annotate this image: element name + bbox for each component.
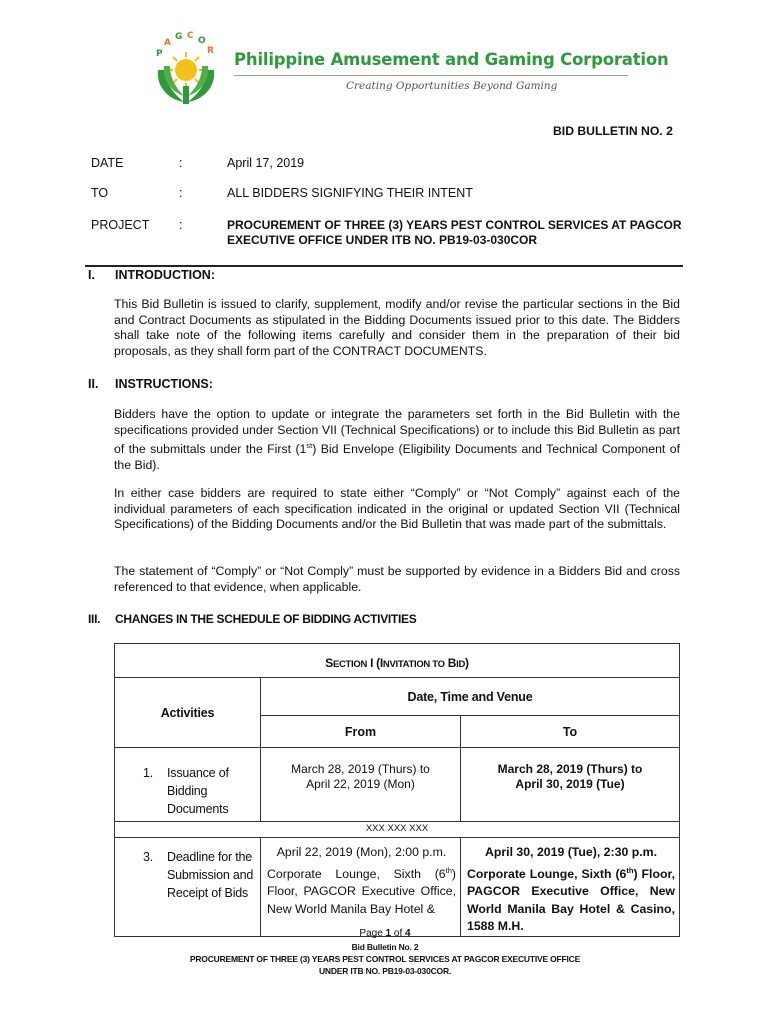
title-run: NVITATION TO (382, 659, 445, 670)
from-line: April 22, 2019 (Mon), 2:00 p.m. (276, 845, 447, 859)
section-heading-instructions (88, 377, 213, 391)
introduction-paragraph: This Bid Bulletin is issued to clarify, supplement, modify and/or revise the particular sections in the Bid and Contract Documents as stipulated in the Bidding Documents issued prior to this date. The Bidders shall take note of the following items carefully and consider them in the preparation of their bid proposals, as they shall form part of the CONTRACT DOCUMENTS. (114, 297, 680, 358)
text-run: Page (359, 928, 386, 939)
omitted-rows-marker: XXX XXX XXX (115, 822, 680, 838)
table-title-row (115, 644, 680, 678)
from-cell (261, 748, 461, 822)
title-run: ID (456, 659, 466, 670)
title-run: B (444, 656, 457, 670)
to-label: TO (91, 186, 109, 200)
section-heading-introduction (88, 268, 215, 282)
from-line: April 22, 2019 (Mon) (306, 777, 415, 791)
table-title (115, 644, 680, 678)
colon: : (179, 218, 183, 232)
text-run: Bidders have the option to update or integrate the parameters set forth in the Bid Bulletin with the specifications provided under Section VII (Technical Specifications) or to include this Bid Bulletin as part of the submittals under the First (1 (114, 407, 680, 457)
bulletin-number: BID BULLETIN NO. 2 (553, 124, 673, 138)
superscript: th (445, 865, 452, 875)
activity-name: Deadline for the Submission and Receipt of Bids (167, 850, 254, 900)
logo-letter: C (187, 31, 194, 41)
colon: : (179, 186, 183, 200)
to-cell (461, 748, 680, 822)
logo-letter: P (156, 49, 163, 59)
letterhead (150, 30, 669, 108)
activity-cell (115, 838, 261, 937)
section-title: INTRODUCTION: (115, 268, 215, 282)
page-number (0, 928, 770, 940)
footer-project-line-1: PROCUREMENT OF THREE (3) YEARS PEST CONTROL SERVICES AT PAGCOR EXECUTIVE OFFICE (189, 954, 581, 964)
schedule-table (114, 643, 680, 937)
activity-name: Issuance of Bidding Documents (167, 766, 229, 816)
activity-cell (115, 748, 261, 822)
date-time-venue-header: Date, Time and Venue (261, 678, 680, 716)
activity-number: 3. (143, 850, 154, 864)
instructions-paragraph-1 (114, 407, 680, 473)
text-run: Corporate Lounge, Sixth (6 (267, 866, 446, 881)
to-line: March 28, 2019 (Thurs) to (497, 762, 643, 776)
section-number: III. (88, 612, 101, 626)
footer-bulletin: Bid Bulletin No. 2 (351, 942, 419, 952)
section-title: INSTRUCTIONS: (115, 377, 213, 391)
date-label: DATE (91, 156, 124, 170)
section-heading-changes (88, 612, 416, 626)
title-run: S (325, 656, 333, 670)
text-run: Corporate Lounge, Sixth (6 (467, 866, 627, 881)
instructions-paragraph-3: The statement of “Comply” or “Not Comply” must be supported by evidence in a Bidders Bid and cross referenced to that evidence, when applicable. (114, 564, 680, 594)
from-header: From (261, 716, 461, 748)
title-run: ECTION (332, 659, 368, 670)
superscript: st (306, 441, 313, 451)
to-line: April 30, 2019 (Tue), 2:30 p.m. (485, 845, 657, 859)
footer-project-line-2: UNDER ITB NO. PB19-03-030COR. (318, 966, 452, 976)
to-cell (461, 838, 680, 937)
section-number: II. (88, 377, 99, 391)
section-number: I. (88, 268, 95, 282)
current-page: 1 (385, 928, 392, 939)
text-run: ) Floor, PAGCOR Executive Office, New World Manila Bay Hotel & (267, 866, 456, 916)
from-cell (261, 838, 461, 937)
text-run: ) Floor, PAGCOR Executive Office, New World Manila Bay Hotel & Casino, 1588 M.H. (467, 866, 675, 934)
table-separator-row (115, 822, 680, 838)
from-line: March 28, 2019 (Thurs) to (291, 762, 430, 776)
section-title: CHANGES IN THE SCHEDULE OF BIDDING ACTIVITIES (115, 612, 417, 626)
table-row (115, 748, 680, 822)
project-value: PROCUREMENT OF THREE (3) YEARS PEST CONTROL SERVICES AT PAGCOR EXECUTIVE OFFICE UNDER ITB NO. PB19-03-030COR (227, 218, 682, 247)
text-run: ) Bid Envelope (Eligibility Documents and Technical Component of the Bid). (114, 442, 680, 472)
to-line: April 30, 2019 (Tue) (515, 777, 625, 791)
total-pages: 4 (405, 928, 411, 939)
pagcor-logo (150, 30, 222, 106)
instructions-paragraph-2: In either case bidders are required to state either “Comply” or “Not Comply” against each of the individual parameters of each specification indicated in the original or updated Section VII (Technical Specifications) of the Bidding Documents and/or the Bid Bulletin that was made part of the submittals. (114, 486, 680, 532)
activities-header: Activities (115, 678, 261, 748)
header-rule (234, 75, 628, 76)
logo-letter: R (207, 46, 214, 56)
title-run: ) (465, 656, 469, 670)
table-header-row (115, 678, 680, 716)
organization-name: Philippine Amusement and Gaming Corporation (234, 50, 669, 69)
table-row (115, 838, 680, 937)
logo-letter: O (198, 36, 206, 46)
activity-number: 1. (143, 766, 154, 780)
title-run: I (I (367, 656, 383, 670)
text-run: of (391, 928, 406, 939)
colon: : (179, 156, 183, 170)
section-divider (85, 265, 683, 267)
logo-letter: A (164, 38, 171, 48)
project-label: PROJECT (91, 218, 150, 232)
to-header: To (461, 716, 680, 748)
date-value: April 17, 2019 (227, 156, 305, 170)
to-value: ALL BIDDERS SIGNIFYING THEIR INTENT (227, 186, 473, 200)
logo-letter: G (175, 32, 183, 42)
tagline: Creating Opportunities Beyond Gaming (346, 80, 558, 92)
superscript: th (626, 865, 634, 875)
